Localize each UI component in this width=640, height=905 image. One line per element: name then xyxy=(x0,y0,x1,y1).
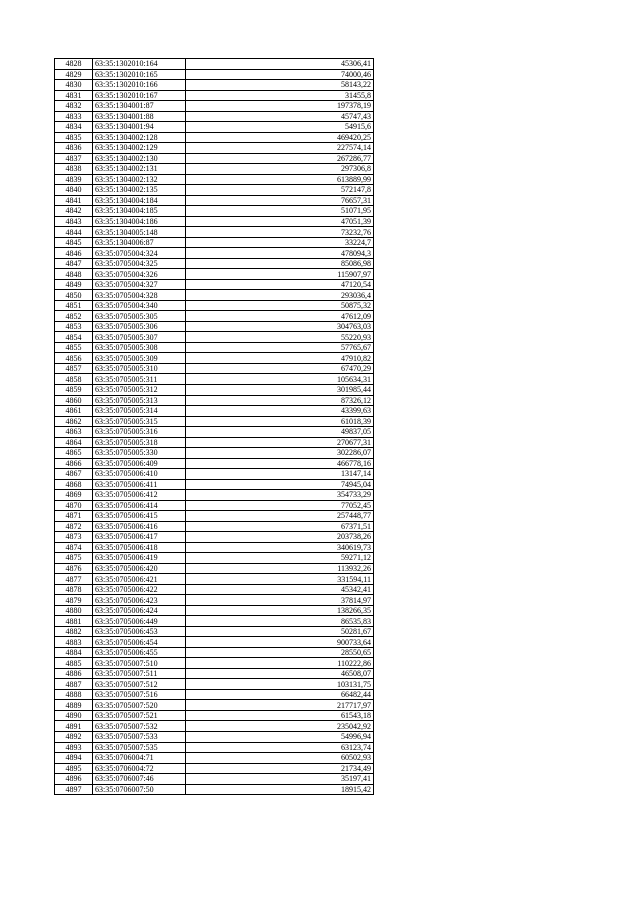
cadastral-number-cell: 63:35:1304002:131 xyxy=(93,164,186,175)
table-row xyxy=(55,363,374,374)
value-cell: 77052,45 xyxy=(186,500,374,511)
table-row xyxy=(55,111,374,122)
cadastral-number-cell: 63:35:0705006:424 xyxy=(93,605,186,616)
cadastral-number-cell: 63:35:0705007:535 xyxy=(93,742,186,753)
cadastral-number-cell: 63:35:1302010:167 xyxy=(93,90,186,101)
row-number-cell: 4878 xyxy=(55,584,93,595)
row-number-cell: 4839 xyxy=(55,174,93,185)
value-cell: 138266,35 xyxy=(186,605,374,616)
value-cell: 45306,41 xyxy=(186,59,374,70)
cadastral-number-cell: 63:35:0705005:330 xyxy=(93,448,186,459)
table-row xyxy=(55,742,374,753)
value-cell: 267286,77 xyxy=(186,153,374,164)
table-row xyxy=(55,732,374,743)
value-cell: 257448,77 xyxy=(186,511,374,522)
row-number-cell: 4879 xyxy=(55,595,93,606)
table-row xyxy=(55,279,374,290)
value-cell: 115907,97 xyxy=(186,269,374,280)
row-number-cell: 4863 xyxy=(55,427,93,438)
table-row xyxy=(55,143,374,154)
cadastral-number-cell: 63:35:0705005:309 xyxy=(93,353,186,364)
row-number-cell: 4881 xyxy=(55,616,93,627)
row-number-cell: 4842 xyxy=(55,206,93,217)
row-number-cell: 4880 xyxy=(55,605,93,616)
value-cell: 59271,12 xyxy=(186,553,374,564)
value-cell: 51071,95 xyxy=(186,206,374,217)
row-number-cell: 4852 xyxy=(55,311,93,322)
cadastral-number-cell: 63:35:0705006:420 xyxy=(93,563,186,574)
value-cell: 54915,6 xyxy=(186,122,374,133)
table-row xyxy=(55,616,374,627)
row-number-cell: 4875 xyxy=(55,553,93,564)
row-number-cell: 4864 xyxy=(55,437,93,448)
row-number-cell: 4883 xyxy=(55,637,93,648)
value-cell: 50281,67 xyxy=(186,626,374,637)
row-number-cell: 4836 xyxy=(55,143,93,154)
table-row xyxy=(55,80,374,91)
cadastral-number-cell: 63:35:0705005:305 xyxy=(93,311,186,322)
value-cell: 28550,65 xyxy=(186,647,374,658)
value-cell: 21734,49 xyxy=(186,763,374,774)
value-cell: 76657,31 xyxy=(186,195,374,206)
value-cell: 113932,26 xyxy=(186,563,374,574)
table-row xyxy=(55,584,374,595)
cadastral-number-cell: 63:35:0705005:313 xyxy=(93,395,186,406)
value-cell: 60502,93 xyxy=(186,753,374,764)
table-row xyxy=(55,542,374,553)
row-number-cell: 4889 xyxy=(55,700,93,711)
value-cell: 61018,39 xyxy=(186,416,374,427)
row-number-cell: 4847 xyxy=(55,258,93,269)
table-row xyxy=(55,185,374,196)
table-row xyxy=(55,700,374,711)
table-row xyxy=(55,574,374,585)
cadastral-number-cell: 63:35:0705004:324 xyxy=(93,248,186,259)
table-row xyxy=(55,626,374,637)
value-cell: 67470,29 xyxy=(186,363,374,374)
row-number-cell: 4848 xyxy=(55,269,93,280)
value-cell: 85086,98 xyxy=(186,258,374,269)
cadastral-number-cell: 63:35:1304002:128 xyxy=(93,132,186,143)
cadastral-number-cell: 63:35:0705006:449 xyxy=(93,616,186,627)
row-number-cell: 4866 xyxy=(55,458,93,469)
row-number-cell: 4871 xyxy=(55,511,93,522)
table-row xyxy=(55,353,374,364)
value-cell: 354733,29 xyxy=(186,490,374,501)
value-cell: 46508,07 xyxy=(186,668,374,679)
table-row xyxy=(55,637,374,648)
value-cell: 66482,44 xyxy=(186,689,374,700)
row-number-cell: 4867 xyxy=(55,469,93,480)
value-cell: 47612,09 xyxy=(186,311,374,322)
cadastral-number-cell: 63:35:0705004:325 xyxy=(93,258,186,269)
value-cell: 302286,07 xyxy=(186,448,374,459)
value-cell: 297306,8 xyxy=(186,164,374,175)
cadastral-number-cell: 63:35:0705007:510 xyxy=(93,658,186,669)
value-cell: 105634,31 xyxy=(186,374,374,385)
cadastral-number-cell: 63:35:0705004:326 xyxy=(93,269,186,280)
cadastral-number-cell: 63:35:1302010:165 xyxy=(93,69,186,80)
cadastral-number-cell: 63:35:0705006:412 xyxy=(93,490,186,501)
cadastral-number-cell: 63:35:0705005:307 xyxy=(93,332,186,343)
cadastral-number-cell: 63:35:0705005:306 xyxy=(93,321,186,332)
value-cell: 203738,26 xyxy=(186,532,374,543)
row-number-cell: 4857 xyxy=(55,363,93,374)
table-row xyxy=(55,174,374,185)
cadastral-number-cell: 63:35:0705004:327 xyxy=(93,279,186,290)
row-number-cell: 4833 xyxy=(55,111,93,122)
value-cell: 235042,92 xyxy=(186,721,374,732)
row-number-cell: 4844 xyxy=(55,227,93,238)
cadastral-number-cell: 63:35:1304001:88 xyxy=(93,111,186,122)
cadastral-number-cell: 63:35:0705007:532 xyxy=(93,721,186,732)
row-number-cell: 4896 xyxy=(55,774,93,785)
cadastral-number-cell: 63:35:1304002:135 xyxy=(93,185,186,196)
row-number-cell: 4884 xyxy=(55,647,93,658)
value-cell: 49837,05 xyxy=(186,427,374,438)
cadastral-number-cell: 63:35:0705005:314 xyxy=(93,406,186,417)
table-row xyxy=(55,647,374,658)
row-number-cell: 4895 xyxy=(55,763,93,774)
cadastral-number-cell: 63:35:1302010:164 xyxy=(93,59,186,70)
row-number-cell: 4846 xyxy=(55,248,93,259)
row-number-cell: 4894 xyxy=(55,753,93,764)
table-row xyxy=(55,689,374,700)
value-cell: 47120,54 xyxy=(186,279,374,290)
table-row xyxy=(55,395,374,406)
cadastral-number-cell: 63:35:0705006:419 xyxy=(93,553,186,564)
table-row xyxy=(55,416,374,427)
cadastral-number-cell: 63:35:1304001:94 xyxy=(93,122,186,133)
table-row xyxy=(55,164,374,175)
cadastral-number-cell: 63:35:0705006:411 xyxy=(93,479,186,490)
value-cell: 35197,41 xyxy=(186,774,374,785)
table-row xyxy=(55,784,374,795)
row-number-cell: 4837 xyxy=(55,153,93,164)
value-cell: 87326,12 xyxy=(186,395,374,406)
value-cell: 270677,31 xyxy=(186,437,374,448)
row-number-cell: 4887 xyxy=(55,679,93,690)
row-number-cell: 4838 xyxy=(55,164,93,175)
value-cell: 47051,39 xyxy=(186,216,374,227)
cadastral-number-cell: 63:35:0705005:315 xyxy=(93,416,186,427)
table-row xyxy=(55,763,374,774)
value-cell: 61543,18 xyxy=(186,710,374,721)
cadastral-number-cell: 63:35:1304005:148 xyxy=(93,227,186,238)
table-row xyxy=(55,679,374,690)
value-cell: 86535,83 xyxy=(186,616,374,627)
value-cell: 110222,86 xyxy=(186,658,374,669)
row-number-cell: 4882 xyxy=(55,626,93,637)
row-number-cell: 4835 xyxy=(55,132,93,143)
value-cell: 31455,8 xyxy=(186,90,374,101)
row-number-cell: 4876 xyxy=(55,563,93,574)
value-cell: 67371,51 xyxy=(186,521,374,532)
table-row xyxy=(55,269,374,280)
cadastral-number-cell: 63:35:0705006:415 xyxy=(93,511,186,522)
cadastral-number-cell: 63:35:1304001:87 xyxy=(93,101,186,112)
row-number-cell: 4843 xyxy=(55,216,93,227)
value-cell: 45747,43 xyxy=(186,111,374,122)
table-row xyxy=(55,332,374,343)
cadastral-number-cell: 63:35:0705005:311 xyxy=(93,374,186,385)
cadastral-number-cell: 63:35:0705007:512 xyxy=(93,679,186,690)
value-cell: 197378,19 xyxy=(186,101,374,112)
row-number-cell: 4856 xyxy=(55,353,93,364)
cadastral-number-cell: 63:35:1304004:186 xyxy=(93,216,186,227)
cadastral-number-cell: 63:35:0705006:410 xyxy=(93,469,186,480)
cadastral-number-cell: 63:35:0705007:520 xyxy=(93,700,186,711)
table-row xyxy=(55,595,374,606)
value-cell: 900733,64 xyxy=(186,637,374,648)
table-row xyxy=(55,774,374,785)
table-row xyxy=(55,342,374,353)
cadastral-number-cell: 63:35:0705006:423 xyxy=(93,595,186,606)
cadastral-number-cell: 63:35:1304002:132 xyxy=(93,174,186,185)
table-row xyxy=(55,553,374,564)
value-cell: 469420,25 xyxy=(186,132,374,143)
row-number-cell: 4832 xyxy=(55,101,93,112)
row-number-cell: 4868 xyxy=(55,479,93,490)
table-row xyxy=(55,101,374,112)
row-number-cell: 4854 xyxy=(55,332,93,343)
value-cell: 293036,4 xyxy=(186,290,374,301)
row-number-cell: 4860 xyxy=(55,395,93,406)
value-cell: 466778,16 xyxy=(186,458,374,469)
table-row xyxy=(55,721,374,732)
value-cell: 33224,7 xyxy=(186,237,374,248)
cadastral-number-cell: 63:35:1304004:184 xyxy=(93,195,186,206)
table-row xyxy=(55,500,374,511)
table-body xyxy=(55,59,374,795)
table-row xyxy=(55,668,374,679)
table-row xyxy=(55,132,374,143)
row-number-cell: 4858 xyxy=(55,374,93,385)
row-number-cell: 4873 xyxy=(55,532,93,543)
row-number-cell: 4862 xyxy=(55,416,93,427)
value-cell: 57765,67 xyxy=(186,342,374,353)
table-row xyxy=(55,710,374,721)
table-row xyxy=(55,122,374,133)
row-number-cell: 4870 xyxy=(55,500,93,511)
table-row xyxy=(55,469,374,480)
cadastral-number-cell: 63:35:0706007:50 xyxy=(93,784,186,795)
row-number-cell: 4861 xyxy=(55,406,93,417)
table-row xyxy=(55,59,374,70)
value-cell: 331594,11 xyxy=(186,574,374,585)
row-number-cell: 4830 xyxy=(55,80,93,91)
table-row xyxy=(55,521,374,532)
value-cell: 73232,76 xyxy=(186,227,374,238)
value-cell: 18915,42 xyxy=(186,784,374,795)
table-row xyxy=(55,237,374,248)
row-number-cell: 4890 xyxy=(55,710,93,721)
row-number-cell: 4845 xyxy=(55,237,93,248)
cadastral-number-cell: 63:35:0705004:340 xyxy=(93,300,186,311)
row-number-cell: 4874 xyxy=(55,542,93,553)
value-cell: 74945,04 xyxy=(186,479,374,490)
row-number-cell: 4829 xyxy=(55,69,93,80)
value-cell: 58143,22 xyxy=(186,80,374,91)
row-number-cell: 4886 xyxy=(55,668,93,679)
table-row xyxy=(55,300,374,311)
table-row xyxy=(55,153,374,164)
value-cell: 478094,3 xyxy=(186,248,374,259)
table-row xyxy=(55,69,374,80)
table-row xyxy=(55,90,374,101)
row-number-cell: 4849 xyxy=(55,279,93,290)
table-row xyxy=(55,753,374,764)
row-number-cell: 4893 xyxy=(55,742,93,753)
row-number-cell: 4865 xyxy=(55,448,93,459)
table-row xyxy=(55,563,374,574)
table-row xyxy=(55,216,374,227)
cadastral-number-cell: 63:35:0705006:418 xyxy=(93,542,186,553)
table-row xyxy=(55,311,374,322)
value-cell: 13147,14 xyxy=(186,469,374,480)
value-cell: 37814,97 xyxy=(186,595,374,606)
cadastral-number-cell: 63:35:0705006:422 xyxy=(93,584,186,595)
row-number-cell: 4877 xyxy=(55,574,93,585)
row-number-cell: 4828 xyxy=(55,59,93,70)
table-row xyxy=(55,605,374,616)
table-row xyxy=(55,374,374,385)
cadastral-number-cell: 63:35:1304004:185 xyxy=(93,206,186,217)
value-cell: 63123,74 xyxy=(186,742,374,753)
row-number-cell: 4834 xyxy=(55,122,93,133)
cadastral-number-cell: 63:35:1304002:130 xyxy=(93,153,186,164)
value-cell: 50875,32 xyxy=(186,300,374,311)
row-number-cell: 4897 xyxy=(55,784,93,795)
value-cell: 45342,41 xyxy=(186,584,374,595)
value-cell: 227574,14 xyxy=(186,143,374,154)
cadastral-number-cell: 63:35:1304002:129 xyxy=(93,143,186,154)
value-cell: 572147,8 xyxy=(186,185,374,196)
row-number-cell: 4859 xyxy=(55,384,93,395)
cadastral-number-cell: 63:35:1302010:166 xyxy=(93,80,186,91)
value-cell: 47910,82 xyxy=(186,353,374,364)
table-row xyxy=(55,479,374,490)
cadastral-number-cell: 63:35:0705007:533 xyxy=(93,732,186,743)
value-cell: 301985,44 xyxy=(186,384,374,395)
row-number-cell: 4831 xyxy=(55,90,93,101)
row-number-cell: 4840 xyxy=(55,185,93,196)
table-row xyxy=(55,258,374,269)
cadastral-number-cell: 63:35:0706004:71 xyxy=(93,753,186,764)
cadastral-number-cell: 63:35:0705005:312 xyxy=(93,384,186,395)
row-number-cell: 4855 xyxy=(55,342,93,353)
table-row xyxy=(55,406,374,417)
table-row xyxy=(55,248,374,259)
value-cell: 74000,46 xyxy=(186,69,374,80)
row-number-cell: 4850 xyxy=(55,290,93,301)
table-row xyxy=(55,458,374,469)
cadastral-number-cell: 63:35:0705007:511 xyxy=(93,668,186,679)
data-table xyxy=(54,58,374,795)
table-row xyxy=(55,511,374,522)
cadastral-number-cell: 63:35:0705005:310 xyxy=(93,363,186,374)
cadastral-number-cell: 63:35:0705006:409 xyxy=(93,458,186,469)
row-number-cell: 4872 xyxy=(55,521,93,532)
cadastral-number-cell: 63:35:0706007:46 xyxy=(93,774,186,785)
table-row xyxy=(55,321,374,332)
cadastral-number-cell: 63:35:0705006:453 xyxy=(93,626,186,637)
cadastral-number-cell: 63:35:0705007:521 xyxy=(93,710,186,721)
cadastral-number-cell: 63:35:0705004:328 xyxy=(93,290,186,301)
cadastral-number-cell: 63:35:0705006:454 xyxy=(93,637,186,648)
table-row xyxy=(55,490,374,501)
value-cell: 103131,75 xyxy=(186,679,374,690)
value-cell: 43399,63 xyxy=(186,406,374,417)
value-cell: 304763,03 xyxy=(186,321,374,332)
table-row xyxy=(55,427,374,438)
table-row xyxy=(55,206,374,217)
table-row xyxy=(55,290,374,301)
cadastral-number-cell: 63:35:0706004:72 xyxy=(93,763,186,774)
cadastral-number-cell: 63:35:0705005:308 xyxy=(93,342,186,353)
row-number-cell: 4888 xyxy=(55,689,93,700)
cadastral-number-cell: 63:35:1304006:87 xyxy=(93,237,186,248)
cadastral-number-cell: 63:35:0705007:516 xyxy=(93,689,186,700)
cadastral-number-cell: 63:35:0705006:417 xyxy=(93,532,186,543)
table-row xyxy=(55,532,374,543)
value-cell: 613889,99 xyxy=(186,174,374,185)
row-number-cell: 4885 xyxy=(55,658,93,669)
row-number-cell: 4851 xyxy=(55,300,93,311)
value-cell: 340619,73 xyxy=(186,542,374,553)
table-row xyxy=(55,437,374,448)
cadastral-number-cell: 63:35:0705006:416 xyxy=(93,521,186,532)
cadastral-number-cell: 63:35:0705005:318 xyxy=(93,437,186,448)
cadastral-number-cell: 63:35:0705005:316 xyxy=(93,427,186,438)
value-cell: 217717,97 xyxy=(186,700,374,711)
row-number-cell: 4891 xyxy=(55,721,93,732)
table-row xyxy=(55,384,374,395)
table-row xyxy=(55,448,374,459)
row-number-cell: 4892 xyxy=(55,732,93,743)
cadastral-number-cell: 63:35:0705006:421 xyxy=(93,574,186,585)
cadastral-number-cell: 63:35:0705006:414 xyxy=(93,500,186,511)
value-cell: 55220,93 xyxy=(186,332,374,343)
row-number-cell: 4869 xyxy=(55,490,93,501)
row-number-cell: 4841 xyxy=(55,195,93,206)
table-row xyxy=(55,658,374,669)
row-number-cell: 4853 xyxy=(55,321,93,332)
table-row xyxy=(55,195,374,206)
cadastral-number-cell: 63:35:0705006:455 xyxy=(93,647,186,658)
value-cell: 54996,94 xyxy=(186,732,374,743)
table-row xyxy=(55,227,374,238)
